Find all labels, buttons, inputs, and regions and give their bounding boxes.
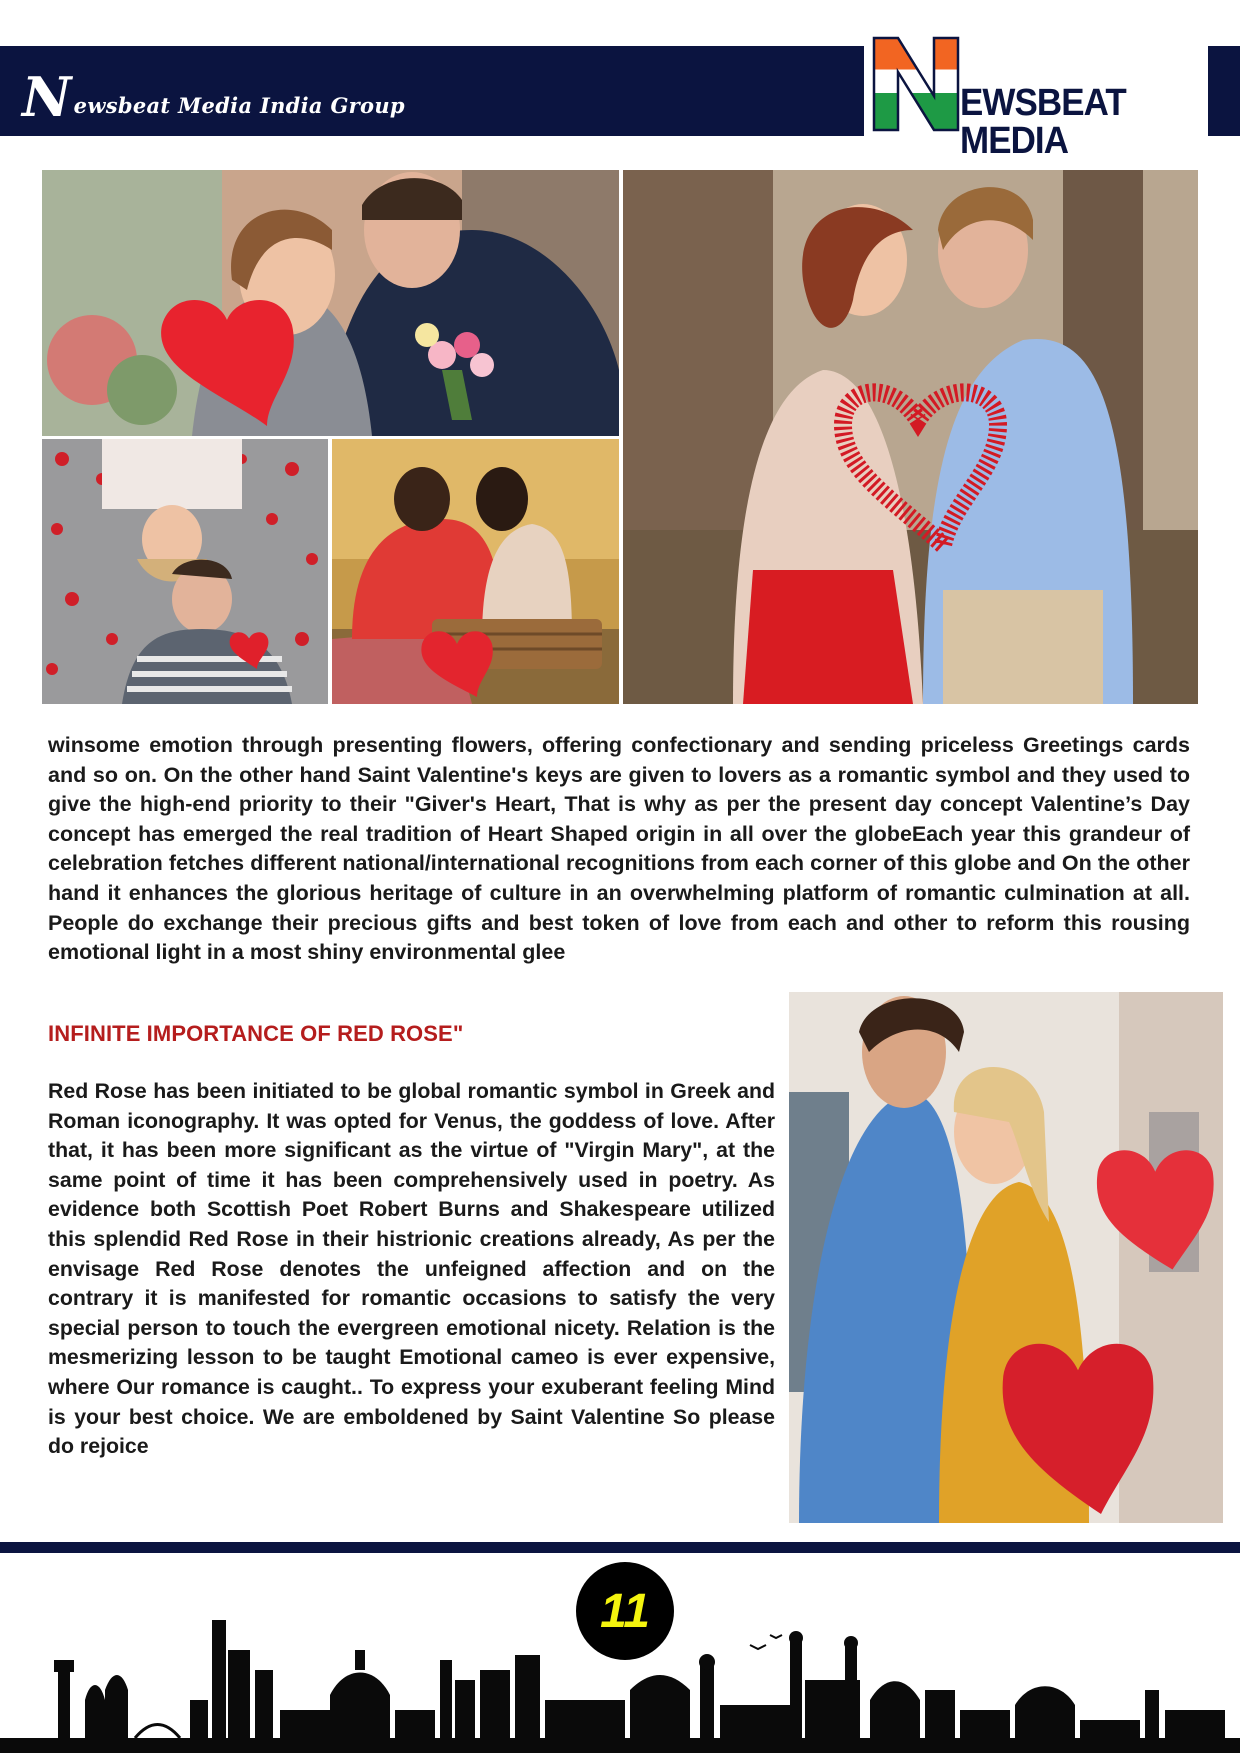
group-name-initial: N <box>22 65 72 129</box>
article-paragraph-2: Red Rose has been initiated to be global romantic symbol in Greek and Roman iconography. It was opted for Venus, the goddess of love. After that, it has been more significant as the virtue of "Virgin Mary", at the same point of time it has been comprehensively used in poetry. As evidence both Scottish Poet Robert Burns and Shakespeare utilized this splendid Red Rose in their histrionic creations already, As per the envisage Red Rose denotes the unfeigned affection and on the contrary it is manifested for romantic occasions to satisfy the very special person to touch the evergreen emotional nicety. Relation is the mesmerizing lesson to be taught Emotional cameo is ever expensive, where Our romance is caught.. To express your exuberant feeling Mind is your best choice. We are emboldened by Saint Valentine So please do rejoice <box>48 1079 775 1459</box>
section-heading: INFINITE IMPORTANCE OF RED ROSE" <box>48 1021 464 1046</box>
couple-picnic-with-heart-photo <box>332 439 619 704</box>
footer-rule <box>0 1542 1240 1553</box>
group-name-text: ewsbeat Media India Group <box>73 93 405 118</box>
couple-with-tinsel-heart-photo <box>623 170 1198 704</box>
article-paragraph-1: winsome emotion through presenting flowers, offering confectionary and sending priceless Greetings cards and so on. On the other hand Saint Valentine's keys are given to lovers as a romantic symbol and they used to give the high-end priority to their "Giver's Heart, That is why as per the present day concept Valentine’s Day concept has emerged the real tradition of Heart Shaped origin in all over the globeEach year this grandeur of celebration fetches different national/international recognitions from each corner of this globe and On the other hand it enhances the glorious heritage of culture in an overwhelming platform of romantic culmination at all. People do exchange their precious gifts and best token of love from each and other to reform this rousing emotional light in a most shiny environmental glee <box>48 733 1190 965</box>
logo-tricolor-n <box>870 34 962 134</box>
couple-with-heart-and-flowers-photo <box>42 170 619 436</box>
page-number: 11 <box>600 1584 650 1638</box>
page-number-badge <box>576 1562 674 1660</box>
couple-with-heart-balloons-photo <box>789 992 1223 1523</box>
group-name <box>22 58 405 129</box>
couple-lying-on-rose-petals-photo <box>42 439 328 704</box>
logo-text: EWSBEAT MEDIA <box>960 82 1126 162</box>
